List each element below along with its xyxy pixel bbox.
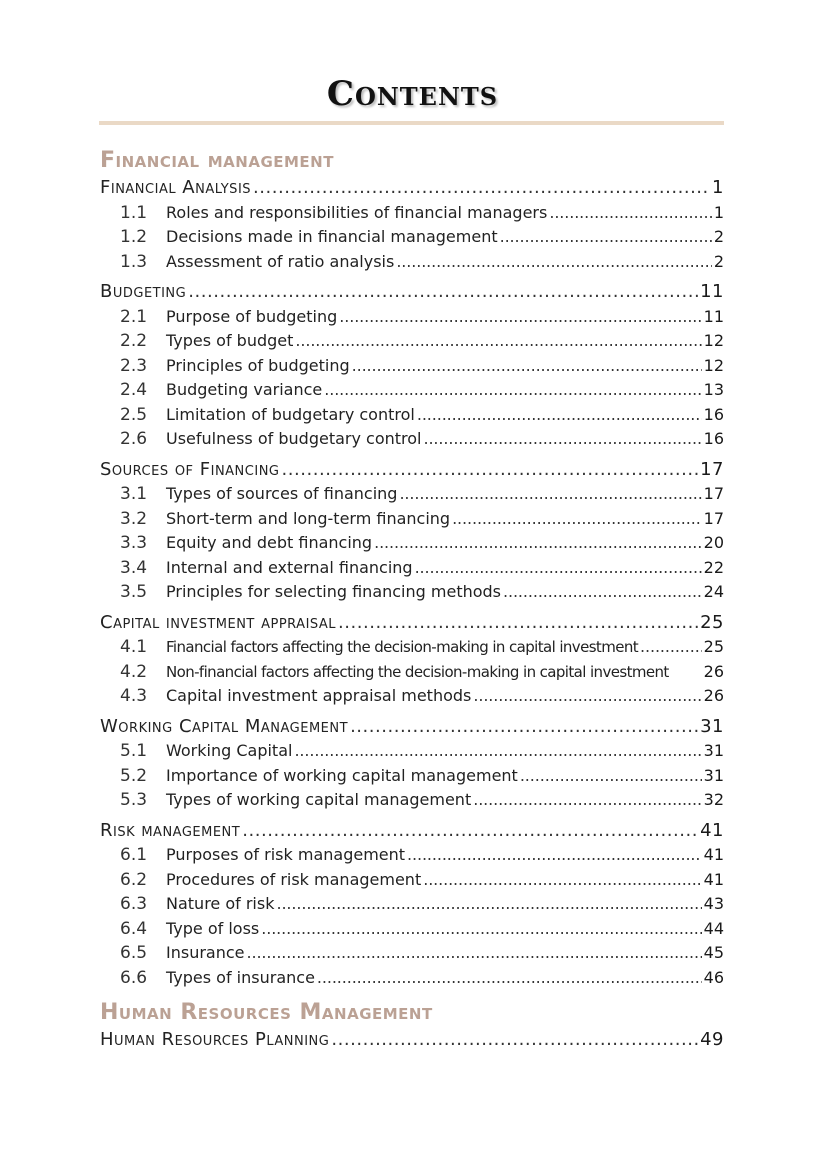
section-number: 1.1 — [120, 202, 148, 223]
section-title: Procedures of risk management — [166, 869, 422, 889]
dot-leader — [188, 280, 698, 305]
toc-section-entry[interactable] — [100, 635, 724, 660]
dot-leader — [520, 764, 702, 789]
dot-leader — [261, 917, 701, 942]
section-number: 2.4 — [120, 380, 148, 400]
section-number: 3.3 — [120, 533, 148, 553]
dot-leader — [396, 250, 711, 275]
section-number: 6.4 — [120, 918, 148, 939]
section-number: 6.6 — [120, 967, 148, 988]
toc-chapter-entry[interactable] — [100, 458, 724, 483]
toc-chapter-entry[interactable] — [100, 1028, 724, 1053]
toc-section-entry[interactable] — [100, 329, 724, 354]
dot-leader — [276, 892, 701, 917]
section-title: Roles and responsibilities of financial managers — [166, 202, 548, 222]
section-number: 6.3 — [120, 894, 148, 914]
toc-section-entry[interactable] — [100, 378, 724, 403]
section-title: Nature of risk — [166, 894, 275, 913]
page-number: 1 — [713, 202, 724, 222]
section-title: Usefulness of budgetary control — [166, 429, 422, 448]
section-number: 4.3 — [120, 686, 148, 706]
dot-leader — [423, 427, 701, 452]
dot-leader — [352, 354, 702, 379]
toc-section-entry[interactable] — [100, 868, 724, 893]
toc-section-entry[interactable] — [100, 427, 724, 452]
title-divider — [99, 121, 724, 125]
toc-chapter-entry[interactable] — [100, 715, 724, 740]
section-number: 3.4 — [120, 557, 148, 578]
section-title: Internal and external financing — [166, 557, 413, 577]
dot-leader — [350, 715, 698, 740]
section-title: Principles of budgeting — [166, 355, 350, 375]
toc-chapter-entry[interactable] — [100, 280, 724, 305]
section-number: 1.2 — [120, 227, 148, 247]
dot-leader — [503, 580, 702, 605]
section-title: Short-term and long-term financing — [166, 508, 451, 528]
section-number: 6.5 — [120, 943, 148, 963]
page-number: 12 — [703, 355, 724, 375]
page-number: 2 — [713, 227, 724, 246]
page-number: 31 — [703, 741, 724, 760]
section-number: 2.5 — [120, 404, 148, 425]
section-title: Purpose of budgeting — [166, 306, 338, 326]
toc-section-entry[interactable] — [100, 482, 724, 507]
dot-leader — [338, 611, 698, 636]
page-number: 20 — [703, 533, 724, 552]
section-title: Insurance — [166, 943, 245, 962]
section-number: 3.5 — [120, 582, 148, 602]
section-title: Types of working capital management — [166, 790, 472, 809]
page-number: 17 — [703, 484, 724, 503]
page-number: 43 — [703, 894, 724, 913]
section-number: 4.2 — [120, 661, 148, 682]
page-number: 44 — [703, 918, 724, 938]
chapter-title: Human Resources Planning — [100, 1029, 330, 1050]
toc-section-entry[interactable] — [100, 941, 724, 966]
section-number: 2.1 — [120, 306, 148, 327]
section-title: Principles for selecting financing methods — [166, 582, 502, 601]
dot-leader — [253, 176, 710, 201]
table-of-contents — [100, 146, 724, 1053]
dot-leader — [423, 868, 701, 893]
page-number: 16 — [703, 429, 724, 448]
page-number: 46 — [703, 967, 724, 987]
dot-leader — [331, 1028, 698, 1053]
page-number: 16 — [703, 404, 724, 424]
section-number: 3.1 — [120, 484, 148, 504]
toc-section-entry[interactable] — [100, 788, 724, 813]
toc-section-entry[interactable] — [100, 580, 724, 605]
part-heading: Human Resources Management — [100, 1000, 433, 1025]
chapter-title: Financial Analysis — [100, 177, 252, 198]
page-number: 17 — [700, 458, 724, 480]
section-title: Assessment of ratio analysis — [166, 251, 395, 271]
section-number: 1.3 — [120, 251, 148, 272]
toc-section-entry[interactable] — [100, 843, 724, 868]
page-number: 22 — [703, 557, 724, 577]
section-title: Purposes of risk management — [166, 845, 406, 864]
toc-section-entry[interactable] — [100, 507, 724, 532]
dot-leader — [549, 201, 711, 226]
dot-leader — [415, 556, 702, 581]
dot-leader — [417, 403, 702, 428]
part-heading: Financial management — [100, 148, 334, 173]
section-title: Types of budget — [166, 331, 294, 350]
toc-section-entry[interactable] — [100, 660, 724, 685]
dot-leader — [339, 305, 701, 330]
section-number: 2.2 — [120, 331, 148, 351]
page-number: 24 — [703, 582, 724, 601]
dot-leader — [399, 482, 701, 507]
dot-leader — [324, 378, 701, 403]
toc-section-entry[interactable] — [100, 739, 724, 764]
toc-section-entry[interactable] — [100, 684, 724, 709]
dot-leader — [295, 329, 701, 354]
toc-chapter-entry[interactable] — [100, 819, 724, 844]
dot-leader — [473, 684, 701, 709]
section-number: 6.1 — [120, 845, 148, 865]
section-title: Capital investment appraisal methods — [166, 686, 472, 705]
dot-leader — [473, 788, 701, 813]
section-number: 2.3 — [120, 355, 148, 376]
chapter-title: Capital investment appraisal — [100, 611, 337, 633]
dot-leader — [640, 635, 702, 660]
dot-leader — [374, 531, 702, 556]
toc-section-entry[interactable] — [100, 917, 724, 942]
page-number: 25 — [700, 611, 724, 633]
section-number: 6.2 — [120, 869, 148, 890]
toc-section-entry[interactable] — [100, 764, 724, 789]
dot-leader — [317, 966, 702, 991]
page-number: 17 — [703, 508, 724, 528]
toc-section-entry[interactable] — [100, 403, 724, 428]
page-number: 25 — [703, 637, 724, 656]
chapter-title: Working Capital Management — [100, 715, 349, 737]
dot-leader — [294, 739, 701, 764]
toc-section-entry[interactable] — [100, 966, 724, 991]
section-title: Limitation of budgetary control — [166, 404, 415, 424]
toc-section-entry[interactable] — [100, 305, 724, 330]
section-title: Budgeting variance — [166, 380, 323, 399]
section-number: 5.3 — [120, 790, 148, 810]
section-number: 5.2 — [120, 765, 148, 786]
page-number: 41 — [700, 819, 724, 841]
section-title: Type of loss — [166, 918, 260, 938]
section-title: Types of sources of financing — [166, 484, 398, 503]
dot-leader — [282, 458, 699, 483]
page-number: 26 — [703, 661, 724, 681]
toc-section-entry[interactable] — [100, 556, 724, 581]
section-number: 3.2 — [120, 508, 148, 529]
section-number: 4.1 — [120, 637, 148, 657]
section-title: Importance of working capital management — [166, 765, 518, 785]
toc-section-entry[interactable] — [100, 250, 724, 275]
page-number: 32 — [703, 790, 724, 809]
toc-chapter-entry[interactable] — [100, 176, 724, 201]
chapter-title: Sources of Financing — [100, 458, 280, 480]
page-number: 31 — [703, 765, 724, 785]
page-number: 12 — [703, 331, 724, 350]
page-number: 11 — [700, 281, 724, 302]
section-title: Equity and debt financing — [166, 533, 373, 552]
toc-chapter-entry[interactable] — [100, 611, 724, 636]
page-number: 41 — [703, 845, 724, 864]
section-number: 2.6 — [120, 429, 148, 449]
chapter-title: Risk management — [100, 819, 241, 841]
chapter-title: Budgeting — [100, 281, 187, 302]
section-number: 5.1 — [120, 741, 148, 761]
section-title: Working Capital — [166, 741, 293, 760]
page-number: 49 — [700, 1029, 724, 1050]
section-title: Financial factors affecting the decision-making in capital investment — [166, 638, 639, 656]
toc-section-entry[interactable] — [100, 892, 724, 917]
page-number: 13 — [703, 380, 724, 399]
dot-leader — [407, 843, 702, 868]
page-number: 41 — [703, 869, 724, 889]
section-title: Non-financial factors affecting the decision-making in capital investment — [166, 662, 669, 681]
page-number: 1 — [712, 177, 724, 198]
page-number: 26 — [703, 686, 724, 705]
dot-leader — [500, 225, 712, 250]
page-number: 11 — [703, 306, 724, 326]
dot-leader — [247, 941, 702, 966]
page-title: Contents — [326, 74, 499, 114]
dot-leader — [452, 507, 702, 532]
toc-section-entry[interactable] — [100, 225, 724, 250]
page-number: 31 — [700, 715, 724, 737]
toc-section-entry[interactable] — [100, 531, 724, 556]
toc-section-entry[interactable] — [100, 201, 724, 226]
section-title: Decisions made in financial management — [166, 227, 498, 246]
dot-leader — [242, 819, 698, 844]
page-number: 2 — [713, 251, 724, 271]
section-title: Types of insurance — [166, 967, 315, 987]
toc-section-entry[interactable] — [100, 354, 724, 379]
page-number: 45 — [703, 943, 724, 962]
